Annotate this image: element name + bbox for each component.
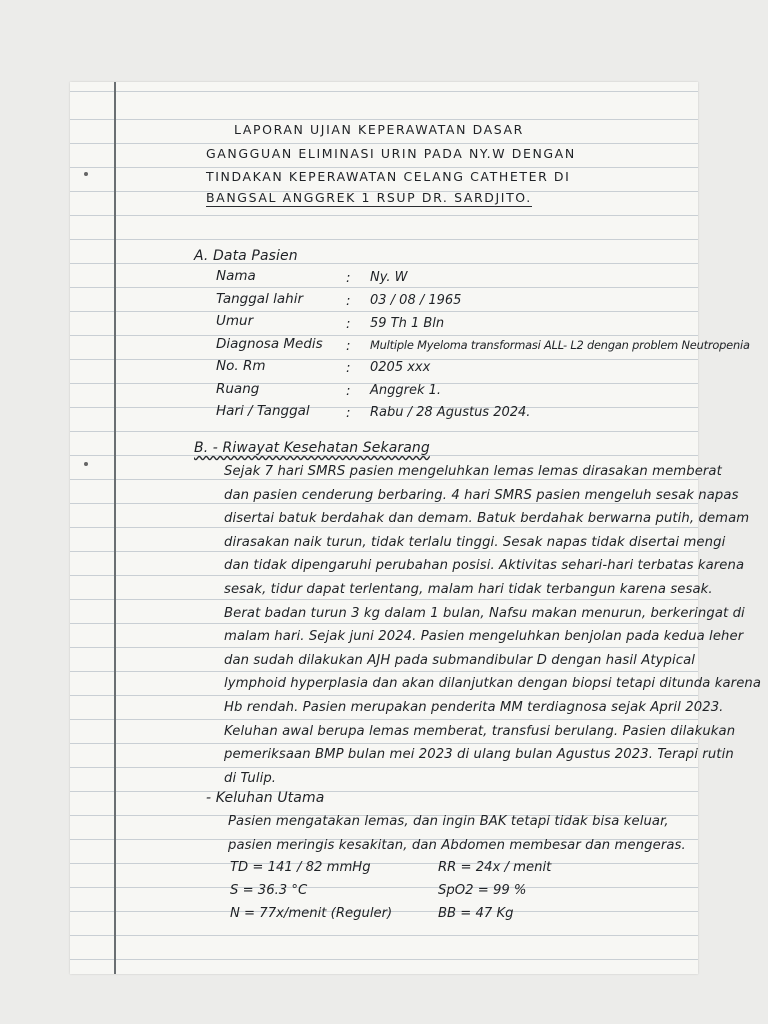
title-line-2: GANGGUAN ELIMINASI URIN PADA NY.W DENGAN <box>206 146 576 161</box>
field-label: Umur <box>216 313 254 329</box>
field-colon: : <box>346 360 351 376</box>
keluhan-line: Pasien mengatakan lemas, dan ingin BAK tetapi tidak bisa keluar, <box>228 814 669 829</box>
vital-spo2: SpO2 = 99 % <box>438 883 527 898</box>
vital-s: S = 36.3 °C <box>230 883 308 898</box>
margin-line <box>114 82 116 974</box>
vital-td: TD = 141 / 82 mmHg <box>230 860 371 875</box>
paragraph-line: malam hari. Sejak juni 2024. Pasien mengeluhkan benjolan pada kedua leher <box>224 629 744 644</box>
field-label: Diagnosa Medis <box>216 336 323 352</box>
field-label: Hari / Tanggal <box>216 403 310 419</box>
paragraph-line: dan pasien cenderung berbaring. 4 hari SMRS pasien mengeluh sesak napas <box>224 488 739 503</box>
vital-bb: BB = 47 Kg <box>438 906 514 921</box>
field-colon: : <box>346 405 351 421</box>
vital-rr: RR = 24x / menit <box>438 860 552 875</box>
keluhan-heading: - Keluhan Utama <box>206 790 325 806</box>
title-line-4: BANGSAL ANGGREK 1 RSUP DR. SARDJITO. <box>206 190 532 205</box>
handwritten-content <box>140 82 762 974</box>
field-label: Tanggal lahir <box>216 291 303 307</box>
paragraph-line: Keluhan awal berupa lemas memberat, transfusi berulang. Pasien dilakukan <box>224 724 736 739</box>
paragraph-line: pemeriksaan BMP bulan mei 2023 di ulang bulan Agustus 2023. Terapi rutin <box>224 747 734 762</box>
field-label: Ruang <box>216 381 260 397</box>
section-a-heading: A. Data Pasien <box>194 248 298 264</box>
paragraph-line: Berat badan turun 3 kg dalam 1 bulan, Nafsu makan menurun, berkeringat di <box>224 606 745 621</box>
field-value: 0205 xxx <box>370 360 431 375</box>
field-value: Rabu / 28 Agustus 2024. <box>370 405 531 420</box>
section-b-heading <box>194 440 430 456</box>
field-colon: : <box>346 270 351 286</box>
field-colon: : <box>346 383 351 399</box>
notebook-page <box>70 82 762 974</box>
field-colon: : <box>346 338 351 354</box>
title-line-3: TINDAKAN KEPERAWATAN CELANG CATHETER DI <box>206 169 571 184</box>
field-value: Multiple Myeloma transformasi ALL- L2 dengan problem Neutropenia <box>370 338 750 352</box>
field-label: Nama <box>216 268 256 284</box>
paragraph-line: lymphoid hyperplasia dan akan dilanjutkan dengan biopsi tetapi ditunda karena <box>224 676 762 691</box>
binder-hole <box>84 462 88 466</box>
paragraph-line: Sejak 7 hari SMRS pasien mengeluhkan lemas lemas dirasakan memberat <box>224 464 722 479</box>
paragraph-line: dan tidak dipengaruhi perubahan posisi. Aktivitas sehari-hari terbatas karena <box>224 558 745 573</box>
field-colon: : <box>346 293 351 309</box>
vital-n: N = 77x/menit (Reguler) <box>230 906 393 921</box>
field-value: Anggrek 1. <box>370 383 442 398</box>
paragraph-line: Hb rendah. Pasien merupakan penderita MM terdiagnosa sejak April 2023. <box>224 700 724 715</box>
paragraph-line: dirasakan naik turun, tidak terlalu tinggi. Sesak napas tidak disertai mengi <box>224 535 726 550</box>
field-colon: : <box>346 316 351 332</box>
field-label: No. Rm <box>216 358 266 374</box>
title-line-1: LAPORAN UJIAN KEPERAWATAN DASAR <box>234 122 524 137</box>
binder-hole <box>84 172 88 176</box>
keluhan-line: pasien meringis kesakitan, dan Abdomen membesar dan mengeras. <box>228 838 686 853</box>
section-b-heading-text: B. - Riwayat Kesehatan Sekarang <box>194 440 430 456</box>
paragraph-line: dan sudah dilakukan AJH pada submandibular D dengan hasil Atypical <box>224 653 696 668</box>
paragraph-line: di Tulip. <box>224 771 277 786</box>
field-value: 03 / 08 / 1965 <box>370 293 462 308</box>
field-value: 59 Th 1 Bln <box>370 316 445 331</box>
paragraph-line: disertai batuk berdahak dan demam. Batuk berdahak berwarna putih, demam <box>224 511 750 526</box>
paragraph-line: sesak, tidur dapat terlentang, malam hari tidak terbangun karena sesak. <box>224 582 713 597</box>
field-value: Ny. W <box>370 270 408 285</box>
